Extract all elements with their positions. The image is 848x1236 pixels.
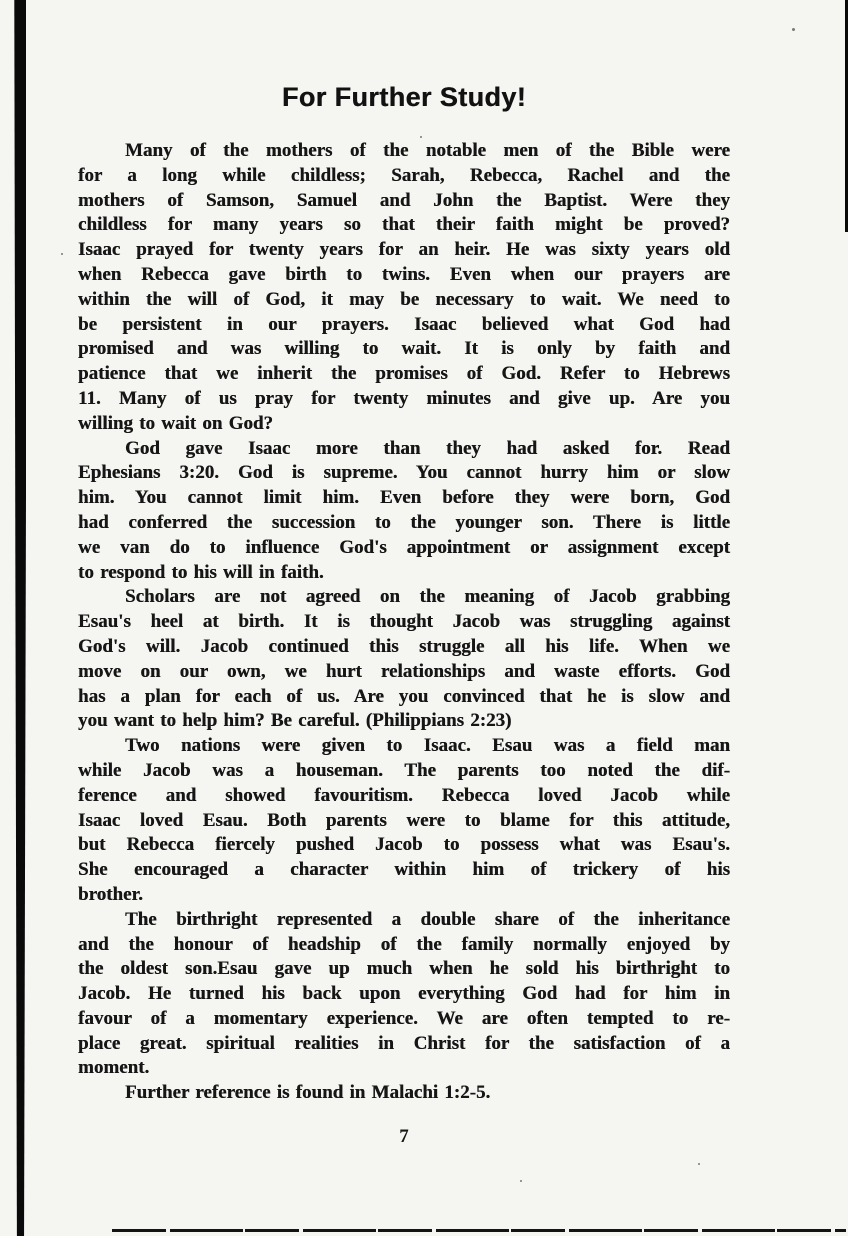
text-line: moment. xyxy=(78,1057,150,1079)
text-line: ference and showed favouritism. Rebecca loved Jacob while xyxy=(78,784,730,806)
text-line: has a plan for each of us. Are you convinced that he is slow and xyxy=(78,685,730,707)
text-line: Isaac prayed for twenty years for an heir. He was sixty years old xyxy=(78,239,730,261)
scan-speck xyxy=(698,1163,700,1165)
text-line: within the will of God, it may be necessary to wait. We need to xyxy=(78,288,730,310)
text-line: willing to wait on God? xyxy=(78,412,273,434)
scan-left-edge-bar xyxy=(13,0,26,1236)
text-line: while Jacob was a houseman. The parents too noted the dif- xyxy=(78,759,730,781)
paragraph xyxy=(78,585,730,734)
text-line: him. You cannot limit him. Even before they were born, God xyxy=(78,487,730,509)
text-line: mothers of Samson, Samuel and John the Baptist. Were they xyxy=(78,189,730,211)
text-line: Many of the mothers of the notable men of the Bible were xyxy=(125,140,730,161)
text-line: but Rebecca fiercely pushed Jacob to possess what was Esau's. xyxy=(78,834,730,856)
scan-bottom-rule xyxy=(112,1229,846,1232)
text-line: had conferred the succession to the younger son. There is little xyxy=(78,511,730,533)
text-line: God's will. Jacob continued this struggle all his life. When we xyxy=(78,635,730,657)
text-line: the oldest son.Esau gave up much when he sold his birthright to xyxy=(78,958,730,980)
text-line: Jacob. He turned his back upon everything God had for him in xyxy=(78,983,730,1005)
paragraph xyxy=(78,1081,730,1106)
text-line: God gave Isaac more than they had asked for. Read xyxy=(125,437,730,459)
text-line: place great. spiritual realities in Christ for the satisfaction of a xyxy=(78,1032,730,1054)
text-line: we van do to influence God's appointment or assignment except xyxy=(78,536,730,558)
text-line: when Rebecca gave birth to twins. Even when our prayers are xyxy=(78,263,730,285)
scan-speck xyxy=(420,136,422,138)
paragraph xyxy=(78,437,730,586)
paragraph xyxy=(78,139,730,437)
text-line: She encouraged a character within him of trickery of his xyxy=(78,859,730,881)
page-number: 7 xyxy=(399,1126,409,1147)
text-line: for a long while childless; Sarah, Rebecca, Rachel and the xyxy=(78,164,730,186)
scan-speck xyxy=(61,253,63,255)
text-line: move on our own, we hurt relationships and waste efforts. God xyxy=(78,660,730,682)
text-line: Ephesians 3:20. God is supreme. You cannot hurry him or slow xyxy=(78,462,730,484)
text-line: be persistent in our prayers. Isaac believed what God had xyxy=(78,313,730,335)
text-line: and the honour of headship of the family normally enjoyed by xyxy=(78,933,730,955)
text-line: The birthright represented a double share of the inheritance xyxy=(125,908,730,930)
text-line: patience that we inherit the promises of God. Refer to Hebrews xyxy=(78,363,730,385)
text-line: favour of a momentary experience. We are often tempted to re- xyxy=(78,1007,730,1029)
text-line: Esau's heel at birth. It is thought Jacob was struggling against xyxy=(78,611,730,633)
body-text xyxy=(78,139,730,1106)
text-line: Further reference is found in Malachi 1:2-5. xyxy=(125,1082,491,1104)
text-line: to respond to his will in faith. xyxy=(78,561,324,583)
text-line: Two nations were given to Isaac. Esau was a field man xyxy=(125,735,730,757)
text-line: Isaac loved Esau. Both parents were to blame for this attitude, xyxy=(78,809,730,831)
text-line: childless for many years so that their faith might be proved? xyxy=(78,214,730,236)
text-line: 11. Many of us pray for twenty minutes and give up. Are you xyxy=(78,387,730,409)
text-line: you want to help him? Be careful. (Philippians 2:23) xyxy=(78,710,512,732)
text-line: Scholars are not agreed on the meaning of Jacob grabbing xyxy=(125,586,730,608)
paragraph xyxy=(78,734,730,908)
paragraph xyxy=(78,908,730,1082)
scan-speck xyxy=(792,28,795,31)
page-title: For Further Study! xyxy=(281,82,527,112)
text-line: brother. xyxy=(78,883,143,905)
text-line: promised and was willing to wait. It is only by faith and xyxy=(78,338,730,360)
scan-speck xyxy=(520,1180,522,1182)
